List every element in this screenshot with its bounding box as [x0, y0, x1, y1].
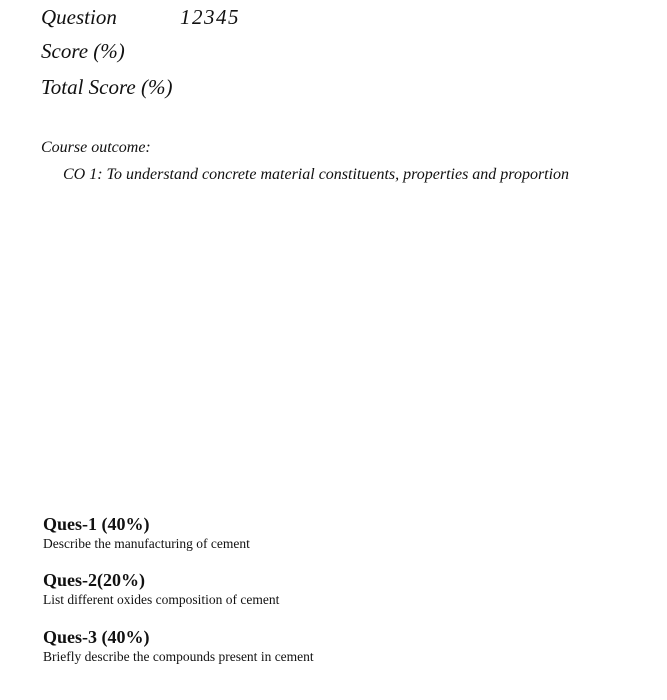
question-description: Describe the manufacturing of cement	[43, 536, 250, 551]
question-title: Ques-2(20%)	[43, 570, 145, 590]
score-label: Score (%)	[41, 39, 125, 63]
question-title: Ques-3 (40%)	[43, 627, 150, 647]
question-numbers: 12345	[180, 5, 240, 29]
course-outcome-item: CO 1: To understand concrete material constituents, properties and proportion	[63, 166, 570, 183]
total-score-label: Total Score (%)	[41, 75, 173, 99]
course-outcome-heading: Course outcome:	[41, 139, 151, 156]
question-title: Ques-1 (40%)	[43, 514, 150, 534]
question-description: Briefly describe the compounds present in cement	[43, 649, 314, 664]
question-description: List different oxides composition of cement	[43, 592, 280, 607]
question-label: Question	[41, 5, 117, 29]
